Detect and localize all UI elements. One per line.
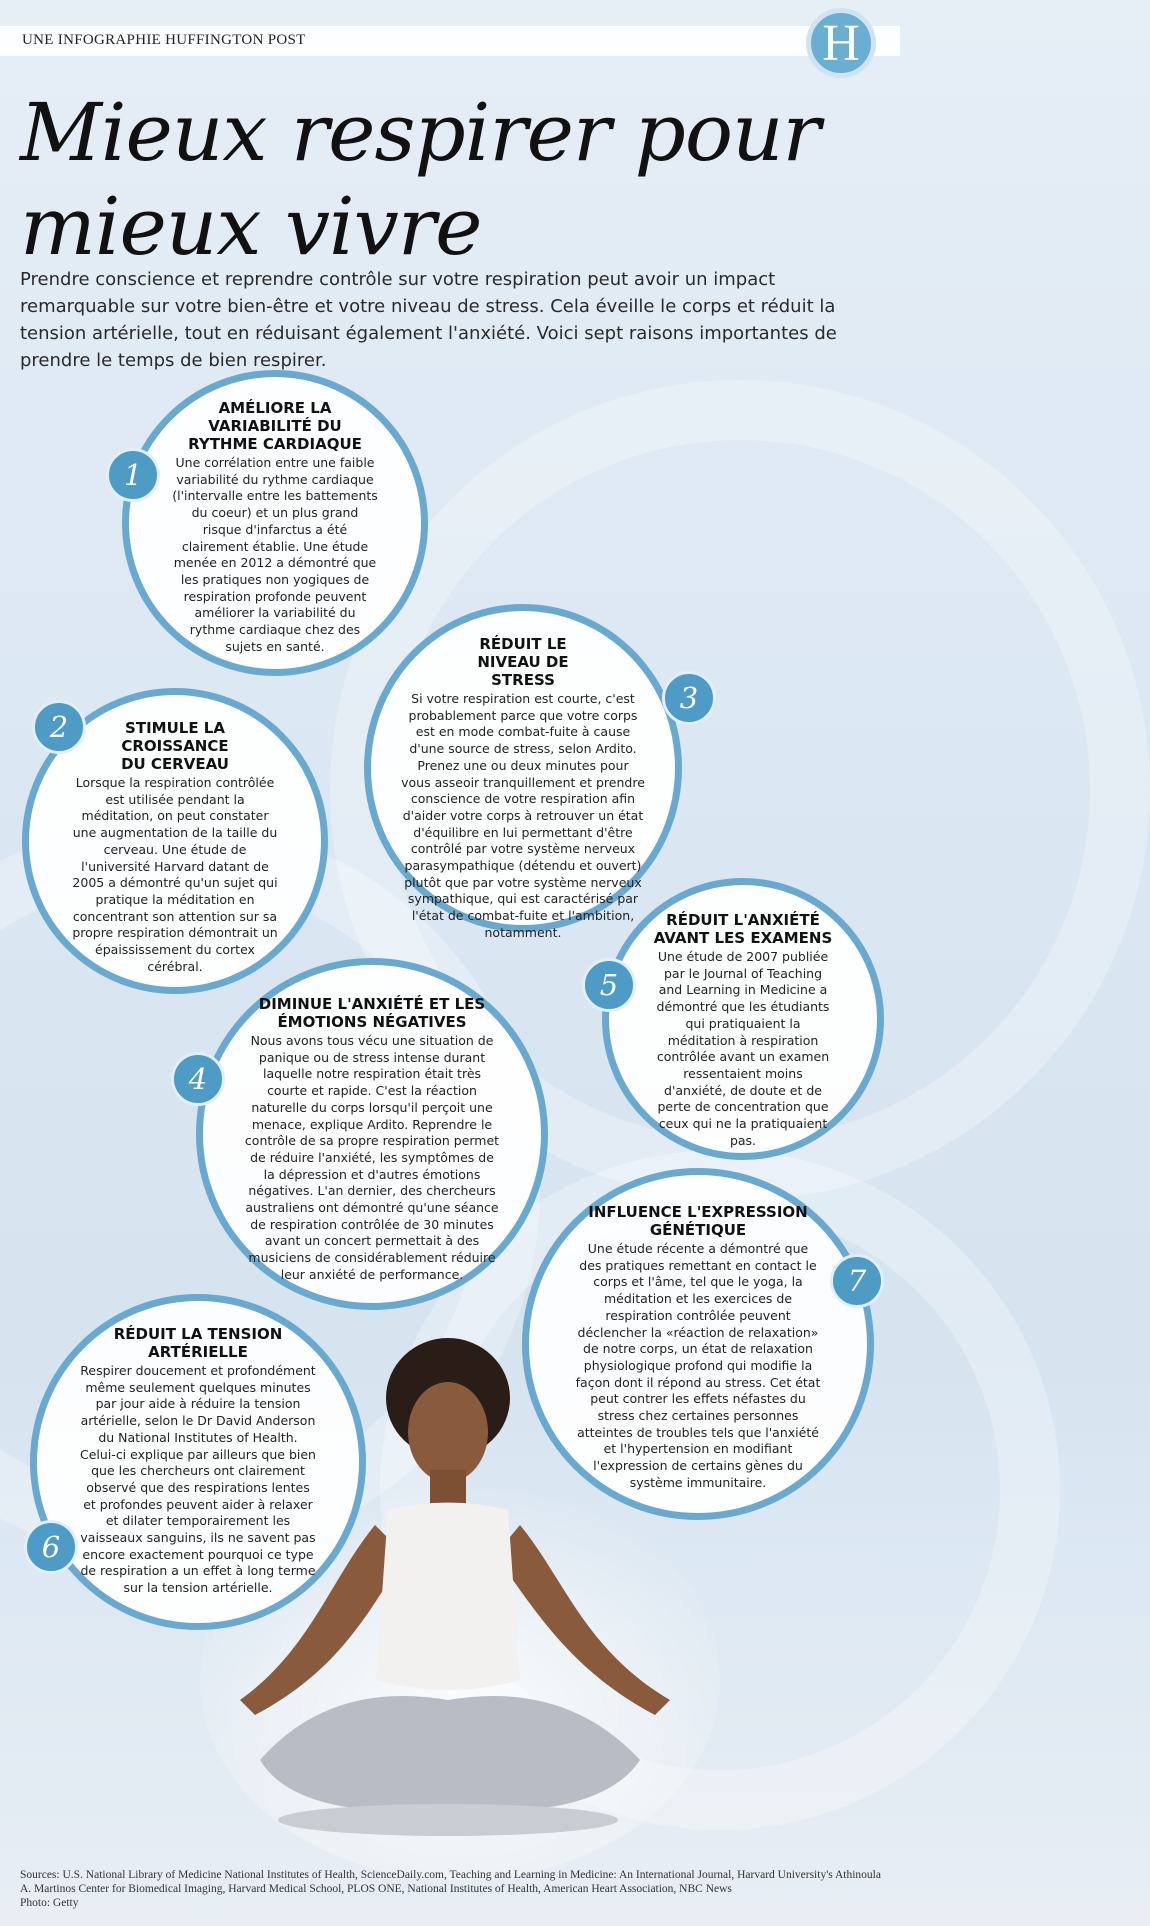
reason-card-3 <box>364 604 682 940</box>
reason-text: Une étude récente a démontré que des pratiques remettant en contact le corps et l'âme, tel que le yoga, la méditation et les exercices de respiration contrôlée peuvent déclencher la «réaction de relaxation» de notre corps, un état de relaxation physiologique profond qui modifie la façon dont il répond au stress. Cet état peut contrer les effets néfastes du stress chez certaines personnes atteintes de troubles tels que l'anxiété et l'hypertension en modifiant l'expression de certains gènes du système immunitaire. <box>575 1241 821 1490</box>
reason-text: Lorsque la respiration contrôlée est utilisée pendant la méditation, on peut constater une augmentation de la taille du cerveau. Une étude de l'université Harvard datant de 2005 a démontré qu'un sujet qui pratique la méditation en concentrant son attention sur sa propre respiration démontrait un épaississement du cortex cérébral. <box>72 775 278 974</box>
huffington-logo: H <box>806 8 876 78</box>
reason-text: Nous avons tous vécu une situation de panique ou de stress intense durant laquelle notre respiration était très courte et rapide. C'est la réaction naturelle du corps lorsqu'il perçoit une menace, explique Ardito. Reprendre le contrôle de sa propre respiration permet de réduire l'anxiété, les symptômes de la dépression et d'autres émotions négatives. L'an dernier, des chercheurs australiens ont démontré qu'une séance de respiration contrôlée de 30 minutes avant un concert permettait à des musiciens de considérablement réduire leur anxiété de performance. <box>244 1033 500 1282</box>
reason-heading: AMÉLIORE LA VARIABILITÉ DU RYTHME CARDIAQUE <box>188 399 362 453</box>
photo-credit: Photo: Getty <box>20 1897 79 1909</box>
reason-number-badge-3: 3 <box>662 671 716 725</box>
reason-heading: RÉDUIT LE NIVEAU DE STRESS <box>477 635 569 689</box>
reason-card-7 <box>522 1168 874 1520</box>
reason-heading: RÉDUIT L'ANXIÉTÉ AVANT LES EXAMENS <box>653 911 833 947</box>
intro-paragraph: Prendre conscience et reprendre contrôle sur votre respiration peut avoir un impact remarquable sur votre bien-être et votre niveau de stress. Cela éveille le corps et réduit la tension artérielle, tout en réduisant également l'anxiété. Voici sept raisons importantes de prendre le temps de bien respirer. <box>20 269 837 371</box>
reason-number-badge-4: 4 <box>171 1052 225 1106</box>
reason-heading: STIMULE LA CROISSANCE DU CERVEAU <box>121 719 229 773</box>
reason-number-badge-2: 2 <box>32 700 86 754</box>
reason-number-badge-5: 5 <box>582 958 636 1012</box>
reason-text: Une étude de 2007 publiée par le Journal of Teaching and Learning in Medicine a démontré que les étudiants qui pratiquaient la méditation à respiration contrôlée avant un examen ressentaient moins d'anxiété, de doute et de perte de concentration que ceux qui ne la pratiquaient pas. <box>656 949 830 1148</box>
reason-card-5 <box>602 878 884 1160</box>
page-title: Mieux respirer pour mieux vivre <box>20 86 820 273</box>
reason-heading: DIMINUE L'ANXIÉTÉ ET LES ÉMOTIONS NÉGATIVES <box>258 995 486 1031</box>
reason-card-1 <box>122 370 428 676</box>
reason-number-badge-6: 6 <box>24 1520 78 1574</box>
reason-text: Si votre respiration est courte, c'est probablement parce que votre corps est en mode combat-fuite à cause d'une source de stress, selon Ardito. Prenez une ou deux minutes pour vous asseoir tranquillement et prendre conscience de votre respiration afin d'aider votre corps à retrouver un état d'équilibre en lui permettant d'être contrôlé par votre système nerveux parasympathique (détendu et ouvert) plutôt que par votre système nerveux sympathique, qui est caractérisé par l'état de combat-fuite et l'ambition, notamment. <box>401 691 645 940</box>
reason-text: Respirer doucement et profondément même seulement quelques minutes par jour aide à réduire la tension artérielle, selon le Dr David Anderson du National Institutes of Health. Celui-ci explique par ailleurs que bien que les chercheurs ont clairement observé que des respirations lentes et profondes peuvent aider à relaxer et dilater temporairement les vaisseaux sanguins, ils ne savent pas encore exactement pourquoi ce type de respiration a un effet à long terme sur la tension artérielle. <box>80 1363 316 1596</box>
reason-card-6 <box>30 1294 366 1630</box>
reason-heading: RÉDUIT LA TENSION ARTÉRIELLE <box>113 1325 283 1361</box>
reason-card-4 <box>196 958 548 1310</box>
reason-number-badge-7: 7 <box>830 1254 884 1308</box>
sources-footer <box>20 1868 890 1910</box>
reason-number-badge-1: 1 <box>106 448 160 502</box>
header-label: UNE INFOGRAPHIE HUFFINGTON POST <box>22 32 306 48</box>
reason-text: Une corrélation entre une faible variabilité du rythme cardiaque (l'intervalle entre les battements du coeur) et un plus grand risque d'infarctus a été clairement établie. Une étude menée en 2012 a démontré que les pratiques non yogiques de respiration profonde peuvent améliorer la variabilité du rythme cardiaque chez des sujets en santé. <box>172 455 378 654</box>
reason-heading: INFLUENCE L'EXPRESSION GÉNÉTIQUE <box>588 1203 808 1239</box>
sources-text: Sources: U.S. National Library of Medicine National Institutes of Health, ScienceDaily.com, Teaching and Learning in Medicine: An International Journal, Harvard University's Athinoula A. Martinos Center for Biomedical Imaging, Harvard Medical School, PLOS ONE, National Institutes of Health, American Heart Association, NBC News <box>20 1869 881 1895</box>
